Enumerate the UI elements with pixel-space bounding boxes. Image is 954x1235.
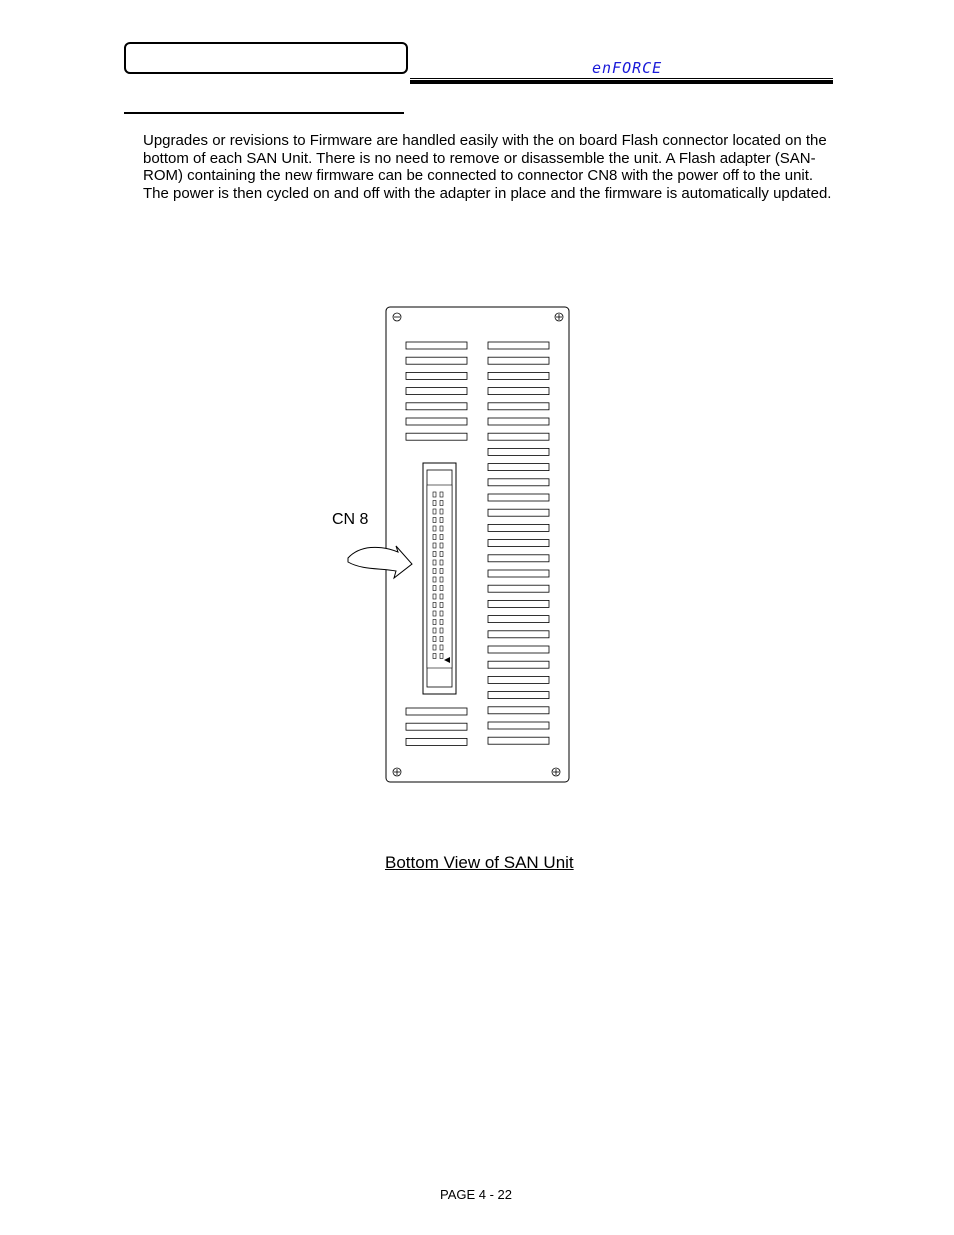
intro-paragraph: Upgrades or revisions to Firmware are handled easily with the on board Flash connector located on the bottom of each SAN Unit. There is no need to remove or disassemble the unit. A Flash adapter (SAN-ROM) containing the new firmware can be connected to connector CN8 with the power off to the unit. The power is then cycled on and off with the adapter in place and the firmware is automatically updated. — [143, 132, 832, 202]
vent-slot — [406, 433, 467, 440]
connector-pin — [433, 637, 436, 642]
vent-slot — [406, 342, 467, 349]
connector-pin — [433, 577, 436, 582]
connector-pin — [433, 518, 436, 523]
vent-slot — [488, 585, 549, 592]
connector-pin — [440, 654, 443, 659]
connector-pin — [440, 518, 443, 523]
connector-pin — [433, 501, 436, 506]
right-vent-slots — [488, 342, 549, 744]
vent-slot — [488, 524, 549, 531]
connector-pin — [440, 637, 443, 642]
connector-pin — [440, 509, 443, 514]
vent-slot — [488, 509, 549, 516]
page-number: PAGE 4 - 22 — [440, 1187, 513, 1202]
connector-pin — [440, 560, 443, 565]
connector-pin — [440, 526, 443, 531]
header-title-box — [124, 42, 408, 74]
connector-pin — [440, 586, 443, 591]
vent-slot — [488, 372, 549, 379]
vent-slot — [488, 342, 549, 349]
connector-pin — [440, 492, 443, 497]
connector-pin — [440, 603, 443, 608]
vent-slot — [488, 433, 549, 440]
connector-pin — [440, 501, 443, 506]
vent-slot — [488, 418, 549, 425]
connector-pin — [440, 594, 443, 599]
vent-slot — [406, 388, 467, 395]
vent-slot — [488, 448, 549, 455]
vent-slot — [406, 403, 467, 410]
vent-slot — [406, 357, 467, 364]
vent-slot — [488, 707, 549, 714]
vent-slot — [488, 494, 549, 501]
connector-pin — [433, 611, 436, 616]
header-rule-thin — [410, 78, 833, 79]
left-vent-slots-bottom — [406, 708, 467, 745]
connector-pin — [433, 560, 436, 565]
connector-pin — [433, 628, 436, 633]
vent-slot — [488, 631, 549, 638]
san-unit-diagram — [320, 300, 580, 790]
connector-pin — [433, 594, 436, 599]
screw-top-left-icon — [393, 313, 401, 321]
vent-slot — [488, 661, 549, 668]
connector-pin — [440, 628, 443, 633]
brand-logo: enFORCE — [592, 59, 663, 77]
vent-slot — [488, 464, 549, 471]
san-unit-figure — [320, 300, 580, 790]
connector-pin — [433, 620, 436, 625]
connector-pin — [433, 645, 436, 650]
connector-pin — [440, 620, 443, 625]
vent-slot — [488, 570, 549, 577]
left-vent-slots-top — [406, 342, 467, 440]
vent-slot — [488, 737, 549, 744]
curved-arrow-icon — [348, 546, 412, 578]
vent-slot — [488, 722, 549, 729]
vent-slot — [488, 479, 549, 486]
connector-pin — [433, 509, 436, 514]
vent-slot — [406, 372, 467, 379]
vent-slot — [406, 418, 467, 425]
connector-pin — [433, 535, 436, 540]
vent-slot — [488, 676, 549, 683]
connector-pin — [440, 569, 443, 574]
cn8-label: CN 8 — [332, 511, 369, 528]
vent-slot — [406, 738, 467, 745]
connector-pin — [440, 577, 443, 582]
vent-slot — [488, 388, 549, 395]
screw-bottom-left-icon — [393, 768, 401, 776]
screw-top-right-icon — [555, 313, 563, 321]
connector-pin — [440, 535, 443, 540]
connector-pin — [440, 552, 443, 557]
connector-pin — [440, 645, 443, 650]
figure-caption: Bottom View of SAN Unit — [385, 853, 574, 872]
vent-slot — [488, 646, 549, 653]
connector-pin — [440, 543, 443, 548]
vent-slot — [488, 616, 549, 623]
vent-slot — [488, 600, 549, 607]
connector-pin — [433, 586, 436, 591]
connector-pin — [433, 603, 436, 608]
vent-slot — [406, 708, 467, 715]
connector-pin — [433, 552, 436, 557]
connector-pin — [440, 611, 443, 616]
vent-slot — [488, 555, 549, 562]
vent-slot — [488, 692, 549, 699]
vent-slot — [488, 540, 549, 547]
header-rule — [410, 80, 833, 84]
connector-pin — [433, 543, 436, 548]
connector-pin — [433, 526, 436, 531]
connector-pin — [433, 654, 436, 659]
section-heading-rule — [124, 112, 404, 114]
vent-slot — [406, 723, 467, 730]
vent-slot — [488, 403, 549, 410]
vent-slot — [488, 357, 549, 364]
screw-bottom-right-icon — [552, 768, 560, 776]
cn8-connector — [423, 463, 456, 694]
connector-pin — [433, 492, 436, 497]
connector-pin — [433, 569, 436, 574]
